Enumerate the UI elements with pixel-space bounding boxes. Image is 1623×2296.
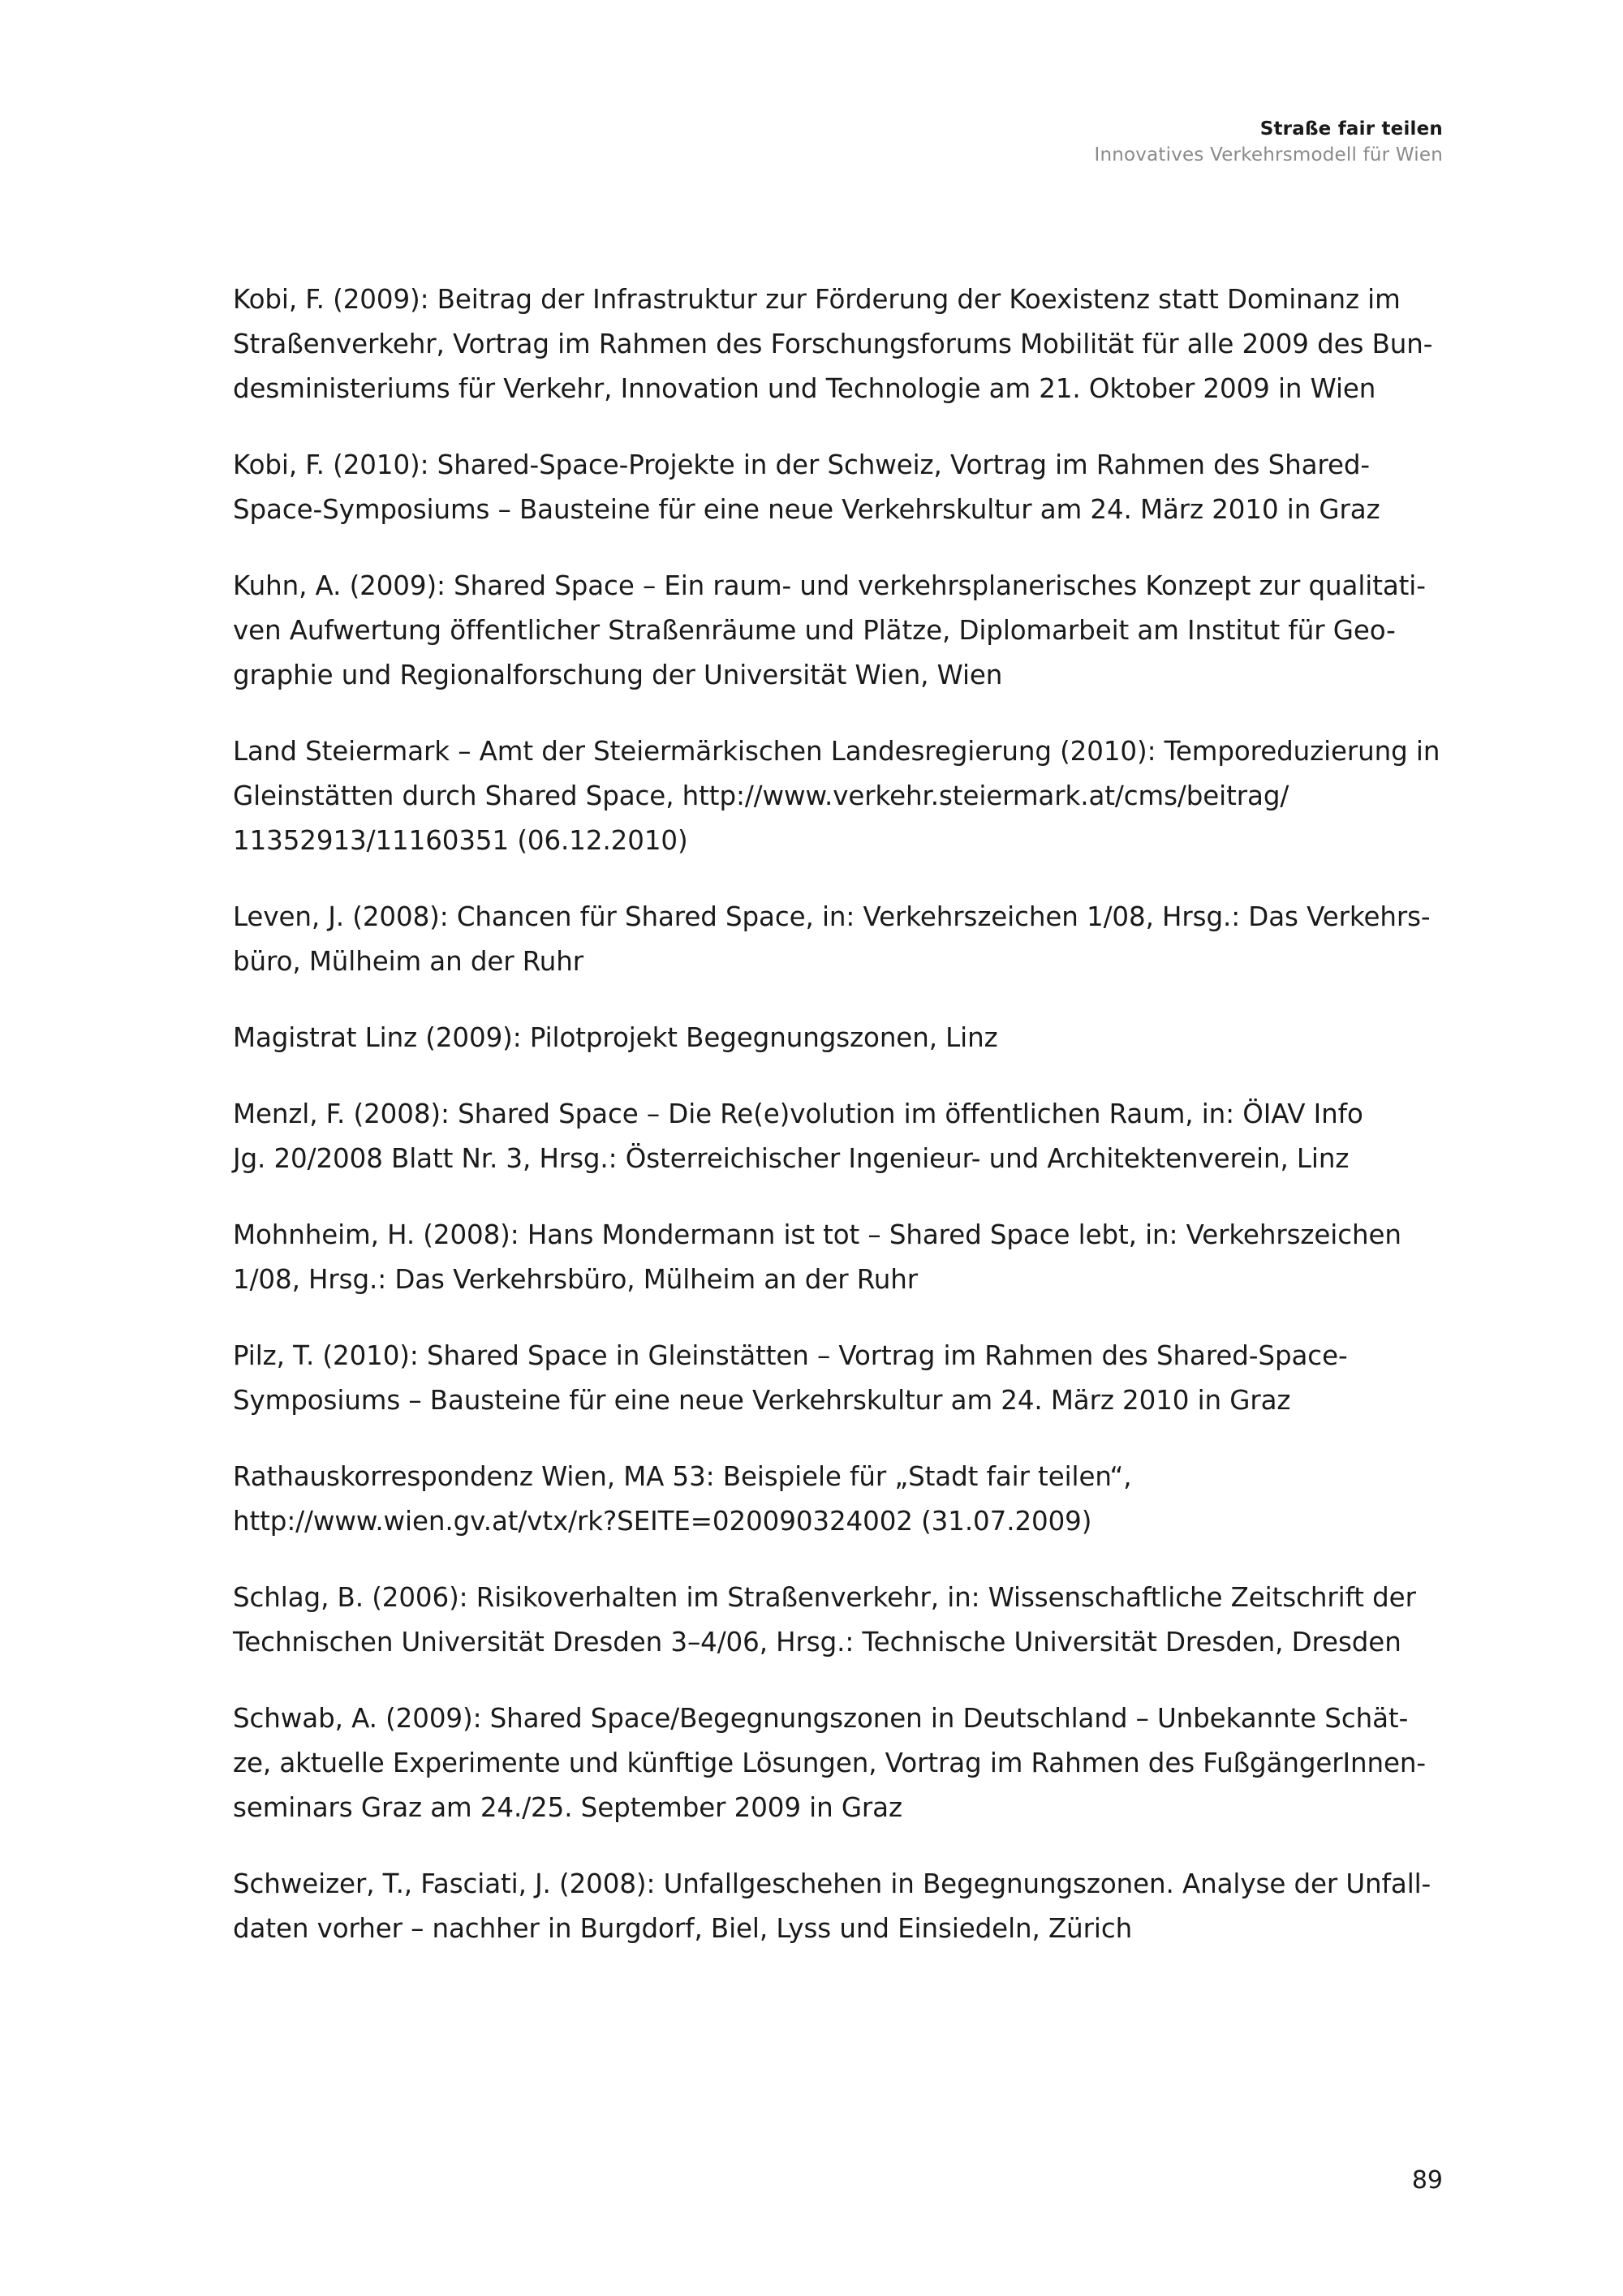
reference-entry bbox=[233, 277, 1447, 411]
reference-line: ven Aufwertung öffentlicher Straßenräume und Plätze, Diplomarbeit am Institut für Geo- bbox=[233, 615, 1396, 646]
reference-line: Kobi, F. (2010): Shared-Space-Projekte in der Schweiz, Vortrag im Rahmen des Shared- bbox=[233, 449, 1371, 480]
reference-line: Symposiums – Bausteine für eine neue Verkehrskultur am 24. März 2010 in Graz bbox=[233, 1385, 1291, 1416]
reference-line: Gleinstätten durch Shared Space, http://www.verkehr.steiermark.at/cms/beitrag/ bbox=[233, 780, 1289, 811]
reference-line: Magistrat Linz (2009): Pilotprojekt Begegnungszonen, Linz bbox=[233, 1022, 998, 1053]
reference-line: daten vorher – nachher in Burgdorf, Biel, Lyss und Einsiedeln, Zürich bbox=[233, 1913, 1133, 1944]
reference-line: büro, Mülheim an der Ruhr bbox=[233, 946, 584, 977]
reference-line: Straßenverkehr, Vortrag im Rahmen des Forschungsforums Mobilität für alle 2009 des Bun- bbox=[233, 329, 1433, 359]
reference-line: Leven, J. (2008): Chancen für Shared Space, in: Verkehrszeichen 1/08, Hrsg.: Das Verkehrs- bbox=[233, 901, 1431, 932]
header-title: Straße fair teilen bbox=[1259, 118, 1443, 140]
reference-line: 1/08, Hrsg.: Das Verkehrsbüro, Mülheim an der Ruhr bbox=[233, 1264, 918, 1295]
reference-entry bbox=[233, 1862, 1447, 1951]
reference-line: Pilz, T. (2010): Shared Space in Gleinstätten – Vortrag im Rahmen des Shared-Space- bbox=[233, 1340, 1348, 1371]
reference-line: Menzl, F. (2008): Shared Space – Die Re(e)volution im öffentlichen Raum, in: ÖIAV Info bbox=[233, 1099, 1363, 1129]
reference-line: Jg. 20/2008 Blatt Nr. 3, Hrsg.: Österreichischer Ingenieur- und Architektenverein, Linz bbox=[233, 1143, 1350, 1174]
reference-line: Rathauskorrespondenz Wien, MA 53: Beispiele für „Stadt fair teilen“, bbox=[233, 1461, 1132, 1492]
reference-line: graphie und Regionalforschung der Universität Wien, Wien bbox=[233, 660, 1003, 690]
reference-line: Mohnheim, H. (2008): Hans Mondermann ist tot – Shared Space lebt, in: Verkehrszeichen bbox=[233, 1219, 1401, 1250]
reference-entry bbox=[233, 895, 1447, 984]
reference-line: Schwab, A. (2009): Shared Space/Begegnungszonen in Deutschland – Unbekannte Schät- bbox=[233, 1703, 1409, 1734]
reference-line: Space-Symposiums – Bausteine für eine neue Verkehrskultur am 24. März 2010 in Graz bbox=[233, 494, 1380, 525]
reference-line: Schweizer, T., Fasciati, J. (2008): Unfallgeschehen in Begegnungszonen. Analyse der Unfall- bbox=[233, 1868, 1431, 1899]
reference-entry bbox=[233, 1576, 1447, 1665]
reference-line: seminars Graz am 24./25. September 2009 in Graz bbox=[233, 1792, 902, 1823]
header-subtitle: Innovatives Verkehrsmodell für Wien bbox=[1094, 144, 1443, 166]
reference-list bbox=[233, 277, 1447, 1983]
reference-entry bbox=[233, 1696, 1447, 1830]
reference-line: Technischen Universität Dresden 3–4/06, Hrsg.: Technische Universität Dresden, Dresden bbox=[233, 1627, 1401, 1658]
reference-line: ze, aktuelle Experimente und künftige Lösungen, Vortrag im Rahmen des FußgängerInnen- bbox=[233, 1748, 1427, 1778]
reference-entry bbox=[233, 729, 1447, 863]
reference-line: Schlag, B. (2006): Risikoverhalten im Straßenverkehr, in: Wissenschaftliche Zeitschrift der bbox=[233, 1582, 1416, 1613]
reference-line: Kobi, F. (2009): Beitrag der Infrastruktur zur Förderung der Koexistenz statt Dominanz im bbox=[233, 284, 1401, 315]
reference-entry bbox=[233, 1455, 1447, 1544]
reference-line: 11352913/11160351 (06.12.2010) bbox=[233, 825, 688, 856]
reference-entry bbox=[233, 1092, 1447, 1181]
reference-line: Kuhn, A. (2009): Shared Space – Ein raum- und verkehrsplanerisches Konzept zur qualitati- bbox=[233, 570, 1426, 601]
reference-entry bbox=[233, 564, 1447, 698]
running-header bbox=[1094, 116, 1443, 168]
reference-entry bbox=[233, 443, 1447, 532]
page-number: 89 bbox=[1411, 2166, 1443, 2195]
reference-entry bbox=[233, 1334, 1447, 1423]
reference-line: http://www.wien.gv.at/vtx/rk?SEITE=020090324002 (31.07.2009) bbox=[233, 1506, 1092, 1537]
reference-entry bbox=[233, 1213, 1447, 1302]
reference-line: Land Steiermark – Amt der Steiermärkischen Landesregierung (2010): Temporeduzierung in bbox=[233, 736, 1440, 767]
reference-line: desministeriums für Verkehr, Innovation und Technologie am 21. Oktober 2009 in Wien bbox=[233, 373, 1376, 404]
reference-entry bbox=[233, 1016, 1447, 1060]
